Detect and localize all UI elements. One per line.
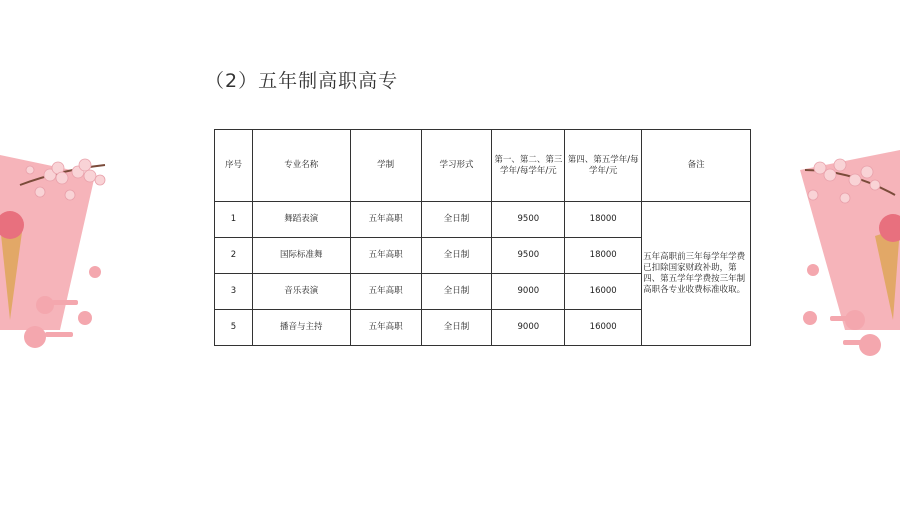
header-mode: 学习形式 (421, 130, 492, 202)
small-blossom-icon (803, 264, 819, 325)
cell-system: 五年高职 (350, 310, 421, 346)
tuition-table (214, 129, 751, 346)
cell-system: 五年高职 (350, 202, 421, 238)
header-note: 备注 (642, 130, 751, 202)
cell-fee-years-4-5: 16000 (565, 310, 642, 346)
cell-fee-years-1-3: 9000 (492, 310, 565, 346)
cell-fee-years-4-5: 18000 (565, 202, 642, 238)
cell-no: 1 (215, 202, 253, 238)
header-major: 专业名称 (252, 130, 350, 202)
cell-no: 3 (215, 274, 253, 310)
cell-major: 舞蹈表演 (252, 202, 350, 238)
right-decoration (775, 0, 900, 506)
cell-fee-years-1-3: 9500 (492, 238, 565, 274)
cell-major: 国际标准舞 (252, 238, 350, 274)
small-blossom-icon (78, 266, 101, 325)
header-no: 序号 (215, 130, 253, 202)
header-fee-years-4-5: 第四、第五学年/每学年/元 (565, 130, 642, 202)
cell-no: 5 (215, 310, 253, 346)
cell-mode: 全日制 (421, 202, 492, 238)
cell-mode: 全日制 (421, 274, 492, 310)
cell-fee-years-4-5: 16000 (565, 274, 642, 310)
table-header-row (215, 130, 751, 202)
cell-system: 五年高职 (350, 238, 421, 274)
cell-fee-years-1-3: 9500 (492, 202, 565, 238)
cell-major: 播音与主持 (252, 310, 350, 346)
cell-note: 五年高职前三年每学年学费已扣除国家财政补助，第四、第五学年学费按三年制高职各专业收费标准收取。 (642, 202, 751, 346)
header-system: 学制 (350, 130, 421, 202)
table-row (215, 202, 751, 238)
cell-system: 五年高职 (350, 274, 421, 310)
page-title: （2）五年制高职高专 (205, 70, 399, 92)
cell-fee-years-4-5: 18000 (565, 238, 642, 274)
cell-mode: 全日制 (421, 310, 492, 346)
cell-mode: 全日制 (421, 238, 492, 274)
cell-fee-years-1-3: 9000 (492, 274, 565, 310)
left-decoration (0, 0, 120, 506)
cell-no: 2 (215, 238, 253, 274)
header-fee-years-1-3: 第一、第二、第三学年/每学年/元 (492, 130, 565, 202)
cell-major: 音乐表演 (252, 274, 350, 310)
